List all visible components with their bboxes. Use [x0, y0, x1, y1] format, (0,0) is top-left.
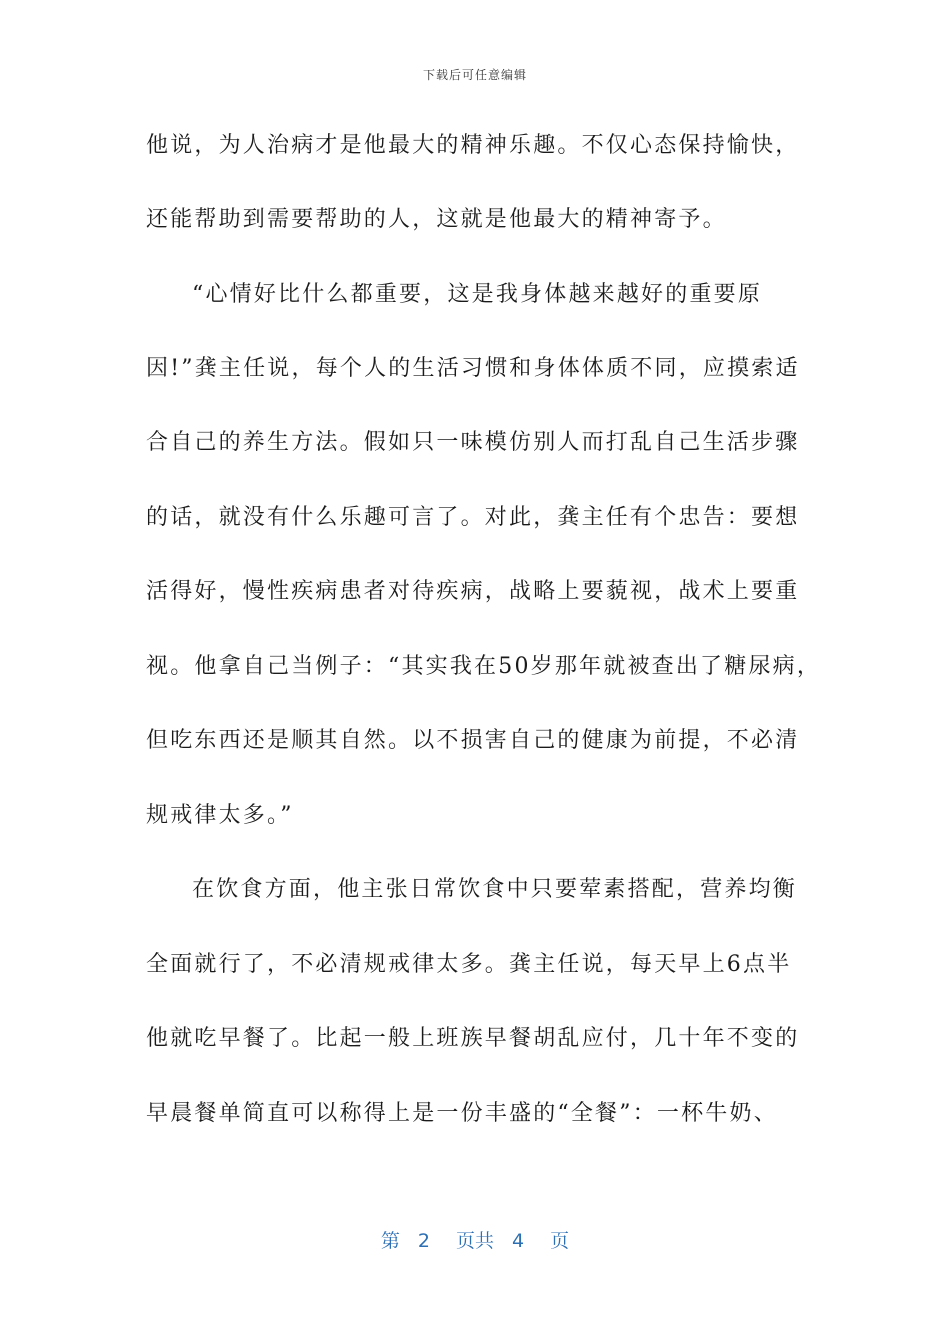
paragraph-line: 活得好，慢性疾病患者对待疾病，战略上要藐视，战术上要重	[146, 579, 800, 604]
footer-prefix: 第	[380, 1230, 400, 1252]
paragraph-line: 还能帮助到需要帮助的人，这就是他最大的精神寄予。	[146, 207, 727, 232]
paragraph-line: 早晨餐单简直可以称得上是一份丰盛的“全餐”：一杯牛奶、	[146, 1101, 778, 1126]
paragraph-line: 规戒律太多。”	[146, 803, 294, 828]
page-footer	[0, 1226, 950, 1253]
footer-suffix: 页	[550, 1230, 570, 1252]
paragraph-line: 但吃东西还是顺其自然。以不损害自己的健康为前提，不必清	[146, 728, 800, 753]
paragraph-line: 他就吃早餐了。比起一般上班族早餐胡乱应付，几十年不变的	[146, 1026, 800, 1051]
header-note: 下载后可任意编辑	[422, 68, 527, 82]
paragraph-line: 在饮食方面，他主张日常饮食中只要荤素搭配，营养均衡	[192, 877, 798, 902]
footer-middle: 页共	[455, 1230, 494, 1252]
paragraph-line: 他说，为人治病才是他最大的精神乐趣。不仅心态保持愉快，	[146, 133, 800, 158]
current-page-number: 2	[417, 1230, 430, 1252]
total-pages-number: 4	[512, 1230, 525, 1252]
paragraph-line: 全面就行了，不必清规戒律太多。龚主任说，每天早上6点半	[146, 952, 792, 977]
paragraph-line: 合自己的养生方法。假如只一味模仿别人而打乱自己生活步骤	[146, 430, 800, 455]
paragraph-line: “心情好比什么都重要，这是我身体越来越好的重要原	[192, 282, 763, 307]
paragraph-line: 的话，就没有什么乐趣可言了。对此，龚主任有个忠告：要想	[146, 505, 800, 530]
paragraph-line: 视。他拿自己当例子：“其实我在50岁那年就被查出了糖尿病，	[146, 654, 822, 679]
paragraph-line: 因!”龚主任说，每个人的生活习惯和身体体质不同，应摸索适	[146, 356, 800, 381]
